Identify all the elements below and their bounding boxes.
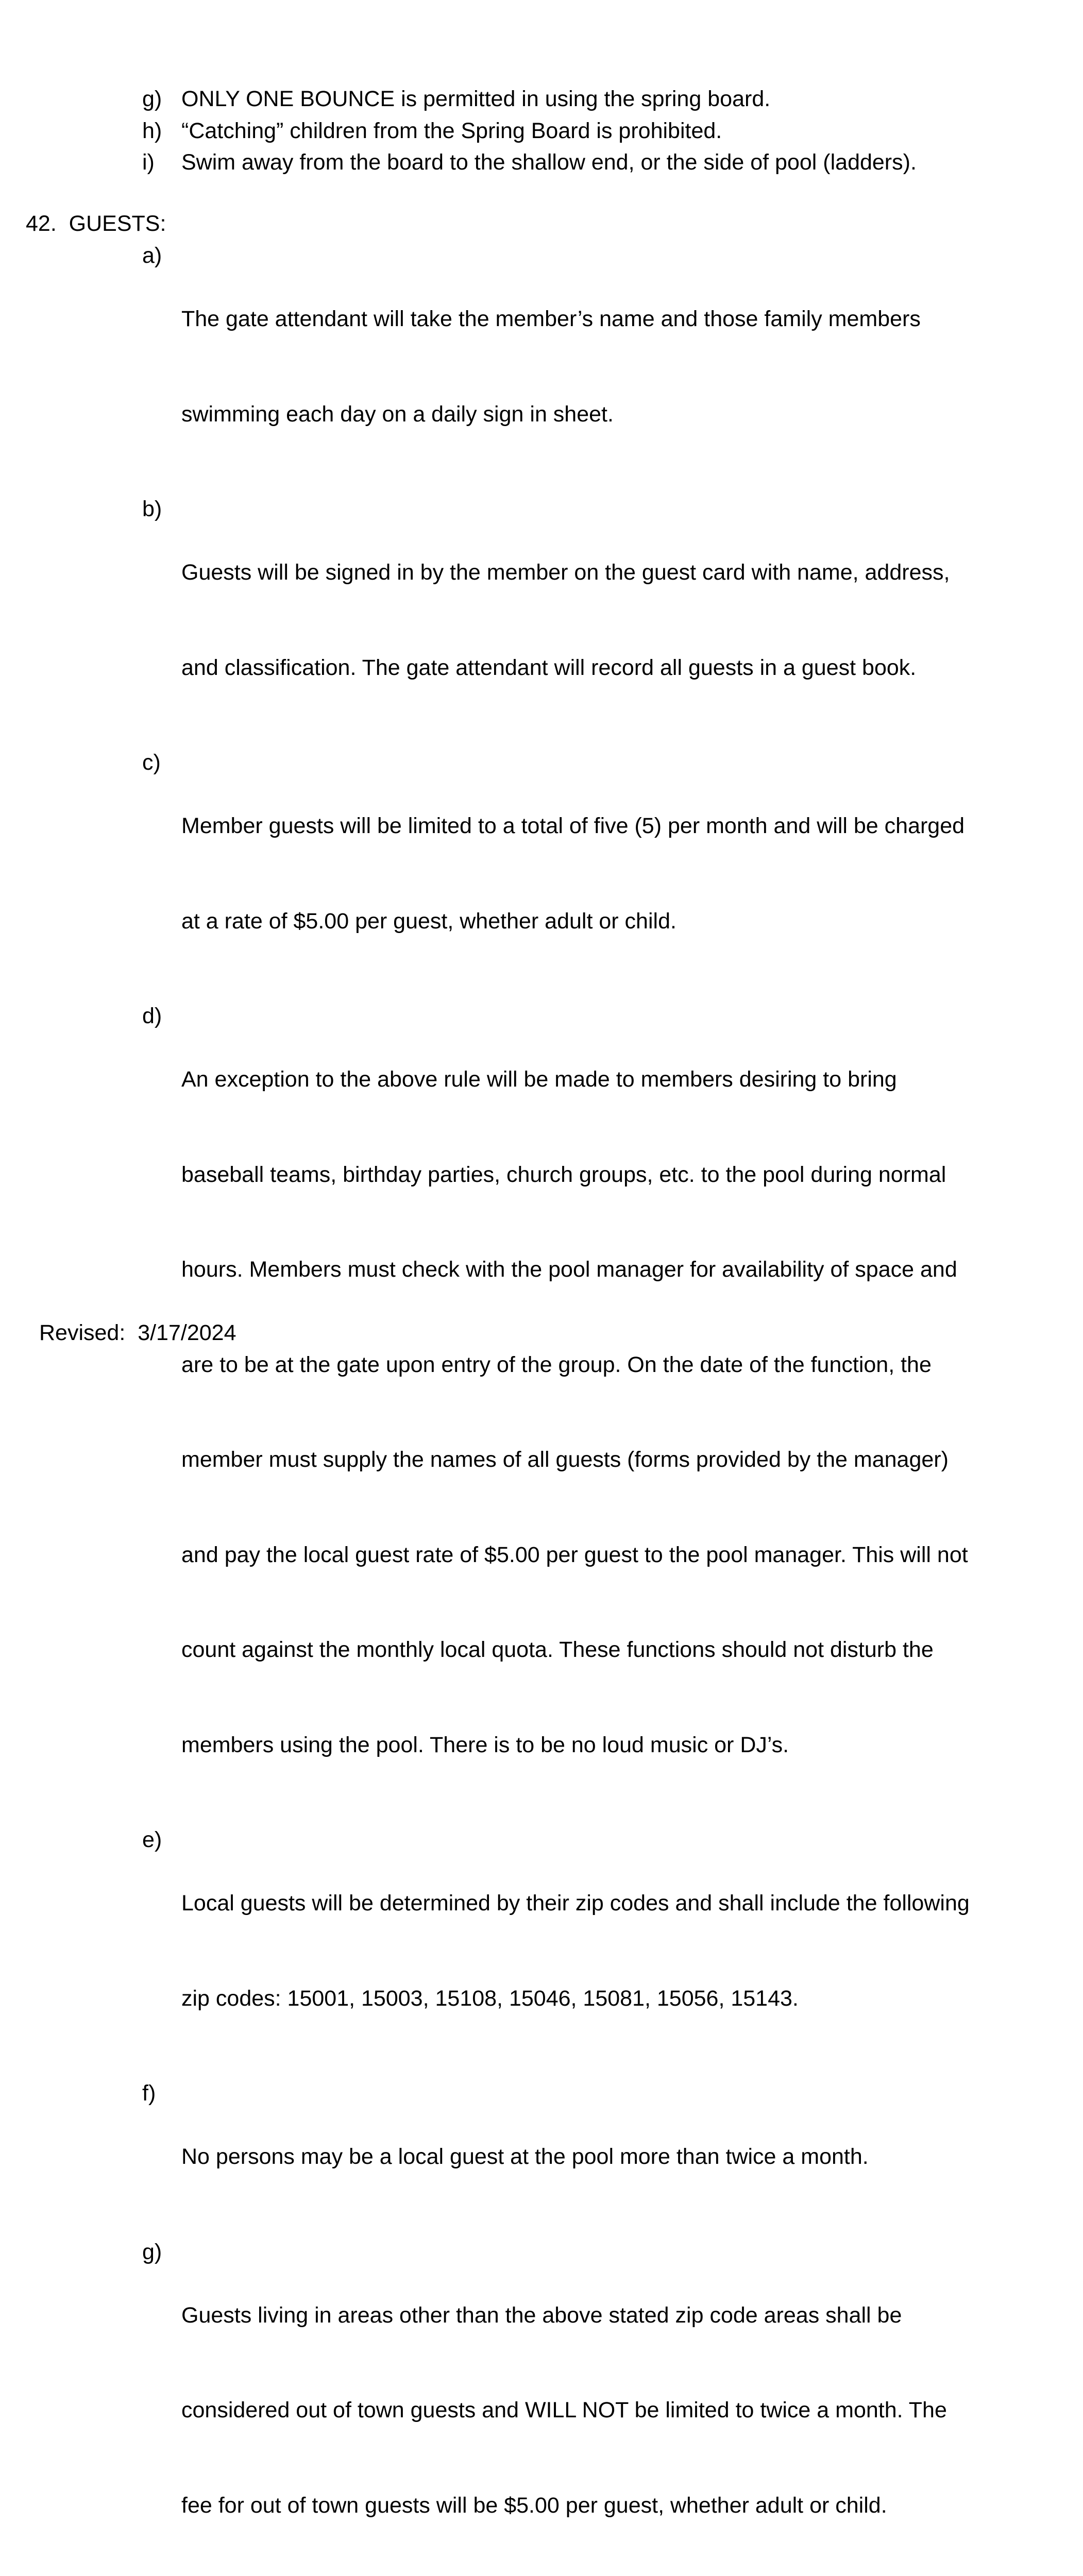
item-line: fee for out of town guests will be $5.00 per guest, whether adult or child. [181,2490,1047,2522]
list-item [0,147,1083,179]
list-item [0,747,1083,1001]
list-item [0,115,1083,147]
item-line: No persons may be a local guest at the pool more than twice a month. [181,2141,1047,2173]
item-line: Guests will be signed in by the member on the guest card with name, address, [181,557,1047,589]
item-line: swimming each day on a daily sign in sheet. [181,399,1047,431]
list-marker: d) [142,1001,162,1032]
item-line: Member guests will be limited to a total of five (5) per month and will be charged [181,810,1047,842]
list-marker: a) [142,240,162,272]
item-line: Local guests will be determined by their zip codes and shall include the following [181,1888,1047,1920]
list-item [0,1001,1083,1824]
list-marker: f) [142,2078,156,2110]
item-line: hours. Members must check with the pool manager for availability of space and [181,1254,1047,1286]
list-marker: g) [142,2236,162,2268]
list-item [0,494,1083,747]
list-marker: i) [142,147,155,179]
list-marker: c) [142,747,161,779]
item-line: An exception to the above rule will be made to members desiring to bring [181,1064,1047,1096]
item-line: and classification. The gate attendant will record all guests in a guest book. [181,652,1047,684]
item-line: members using the pool. There is to be no loud music or DJ’s. [181,1730,1047,1761]
list-item [0,83,1083,115]
revised-date: Revised: 3/17/2024 [39,1317,236,1349]
list-marker: h) [142,115,162,147]
item-line: Guests living in areas other than the above stated zip code areas shall be [181,2300,1047,2332]
item-line: baseball teams, birthday parties, church groups, etc. to the pool during normal [181,1159,1047,1191]
list-marker: b) [142,494,162,526]
list-item [0,240,1083,494]
item-line: “Catching” children from the Spring Board is prohibited. [181,115,1047,147]
section-heading: 42. GUESTS: [26,208,166,240]
list-item [0,1824,1083,2078]
list-marker: g) [142,83,162,115]
item-line: Swim away from the board to the shallow end, or the side of pool (ladders). [181,147,1047,179]
item-line: at a rate of $5.00 per guest, whether adult or child. [181,906,1047,938]
list-item [0,2078,1083,2236]
list-item [0,2236,1083,2576]
spring-board-rules-list [0,83,1083,179]
item-line: considered out of town guests and WILL NOT be limited to twice a month. The [181,2395,1047,2427]
item-line: and pay the local guest rate of $5.00 per guest to the pool manager. This will not [181,1539,1047,1571]
item-line: zip codes: 15001, 15003, 15108, 15046, 15081, 15056, 15143. [181,1983,1047,2015]
item-line: are to be at the gate upon entry of the group. On the date of the function, the [181,1349,1047,1381]
item-line: member must supply the names of all guests (forms provided by the manager) [181,1444,1047,1476]
guest-rules-list [0,240,1083,2576]
list-marker: e) [142,1824,162,1856]
item-line: count against the monthly local quota. These functions should not disturb the [181,1634,1047,1666]
item-line: The gate attendant will take the member’s name and those family members [181,303,1047,335]
item-line: ONLY ONE BOUNCE is permitted in using the spring board. [181,83,1047,115]
